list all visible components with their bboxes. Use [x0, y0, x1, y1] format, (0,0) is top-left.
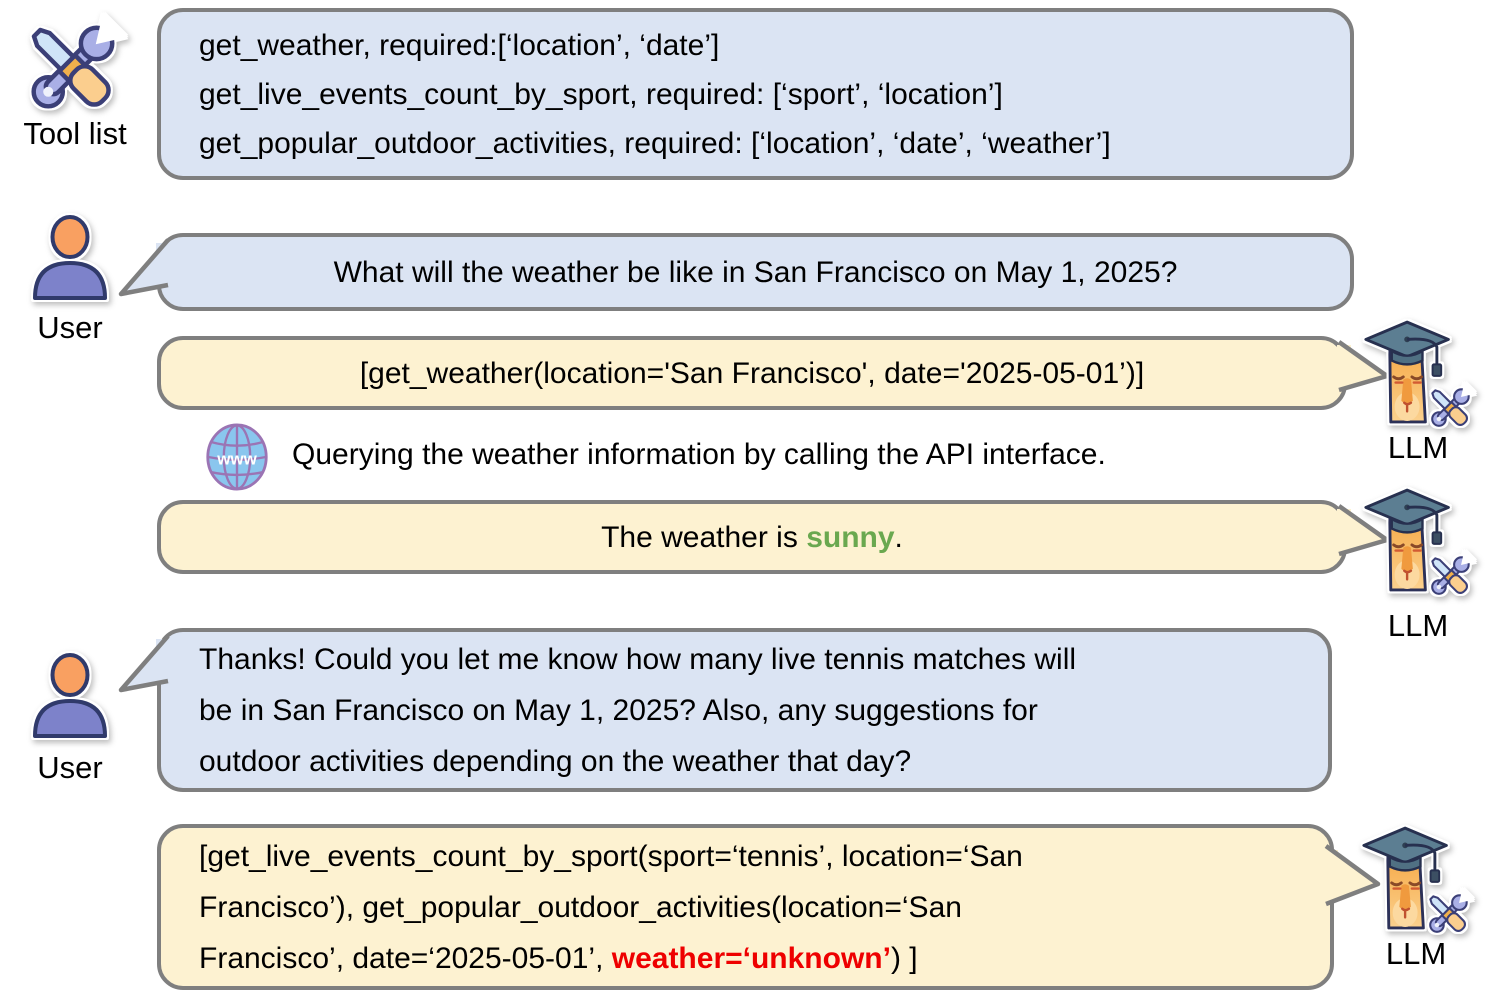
llm-icon-group: [1362, 320, 1472, 428]
user-message-bubble: [157, 628, 1332, 792]
svg-text:www: www: [217, 449, 257, 469]
user-label: User: [37, 750, 103, 785]
tool-def-line: get_live_events_count_by_sport, required: [‘sport’, ‘location’]: [199, 77, 1003, 111]
llm-label: LLM: [1387, 430, 1449, 465]
user-message-line: be in San Francisco on May 1, 2025? Also, any suggestions for: [199, 693, 1038, 727]
speech-tail-left: [114, 236, 172, 300]
llm-tools-badge-icon: [1424, 382, 1476, 434]
user-icon-group: [20, 648, 120, 753]
user-message-line: outdoor activities depending on the weather that day?: [199, 744, 912, 778]
highlighted-error-arg: weather=‘unknown’: [611, 941, 891, 975]
answer-suffix: .: [894, 520, 903, 554]
user-icon-group: [20, 210, 120, 315]
api-note-text: Querying the weather information by calling the API interface.: [292, 438, 1106, 471]
llm-answer-bubble: [157, 500, 1347, 574]
llm-icon-group: [1360, 826, 1470, 934]
llm-answer-text: [601, 513, 903, 562]
tool-call-text: [get_weather(location='San Francisco', date='2025-05-01’)]: [359, 356, 1145, 390]
tool-call-line: [199, 933, 1330, 984]
llm-tools-badge-icon: [1422, 888, 1474, 940]
crossed-tools-icon: [16, 12, 128, 124]
www-globe-icon: [204, 422, 270, 492]
answer-prefix: The weather is: [601, 520, 807, 554]
llm-tool-call-bubble: [157, 336, 1347, 410]
tool-call-line: Francisco’), get_popular_outdoor_activities(location=‘San: [199, 890, 962, 924]
llm-label: LLM: [1387, 608, 1449, 643]
tool-list-icon-group: [16, 12, 128, 129]
tool-list-label: Tool list: [23, 116, 127, 151]
tool-def-line: get_weather, required:[‘location’, ‘date’]: [199, 28, 720, 62]
tool-list-bubble: [157, 8, 1354, 180]
user-message-bubble: [157, 233, 1354, 311]
llm-icon-group: [1362, 488, 1472, 596]
user-icon: [20, 210, 120, 310]
user-icon: [20, 648, 120, 748]
llm-tool-call-bubble: [157, 824, 1334, 990]
user-message-line: Thanks! Could you let me know how many live tennis matches will: [199, 642, 1077, 676]
llm-tools-badge-icon: [1424, 550, 1476, 602]
tool-call-text: ) ]: [890, 941, 918, 975]
answer-highlight-sunny: sunny: [806, 520, 895, 554]
llm-label: LLM: [1385, 936, 1447, 971]
tool-call-text: Francisco’, date=‘2025-05-01’,: [199, 941, 612, 975]
tool-call-line: [get_live_events_count_by_sport(sport=‘tennis’, location=‘San: [199, 839, 1023, 873]
tool-def-line: get_popular_outdoor_activities, required: [‘location’, ‘date’, ‘weather’]: [199, 126, 1111, 160]
user-message-text: What will the weather be like in San Francisco on May 1, 2025?: [333, 255, 1178, 289]
globe-icon-group: [204, 422, 270, 497]
user-label: User: [37, 310, 103, 345]
speech-tail-left: [114, 632, 172, 696]
